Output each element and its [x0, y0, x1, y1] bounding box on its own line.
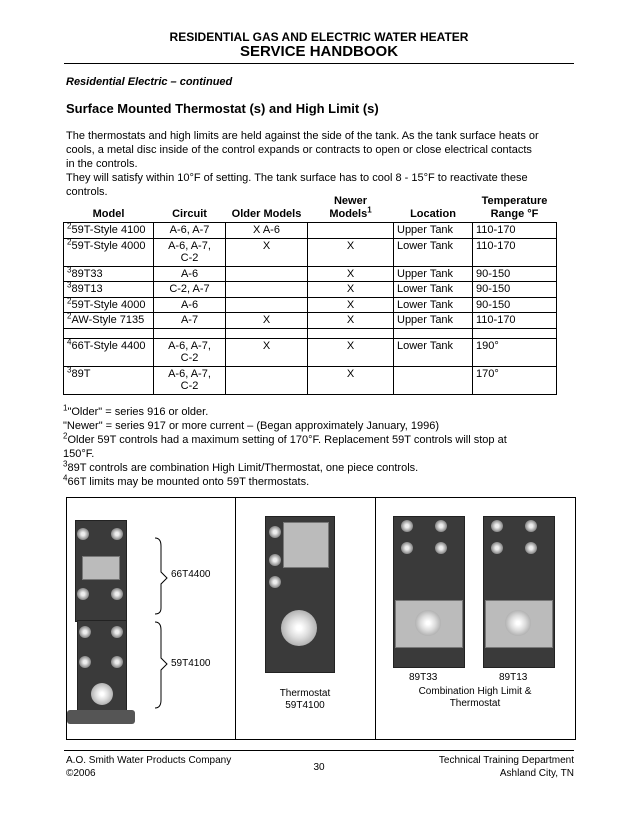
cell-location: Lower Tank — [394, 297, 473, 313]
cell-circuit: A-6 — [154, 266, 226, 282]
col-newer: Newer Models$^1$ — [329, 195, 372, 220]
cell-circuit: A-6, A-7, C-2 — [154, 338, 226, 366]
label-66t4400: 66T4400 — [171, 569, 211, 580]
handbook-title: SERVICE HANDBOOK — [239, 43, 399, 60]
cell-model: $^2$59T-Style 4000 — [64, 238, 154, 266]
para-line: cools, a metal disc inside of the control expands or contracts to open or close electrical contacts — [66, 144, 532, 156]
label-plate — [82, 556, 120, 580]
cell-circuit: A-6, A-7, C-2 — [154, 238, 226, 266]
cell-circuit: A-7 — [154, 313, 226, 329]
col-older: Older Models — [231, 207, 302, 220]
footnote: $^1$"Older" = series 916 or older. — [63, 403, 209, 418]
cell-model: $^3$89T13 — [64, 282, 154, 298]
cell-circuit: A-6, A-7 — [154, 223, 226, 239]
footnote: $^2$Older 59T controls had a maximum setting of 170°F. Replacement 59T controls will stop at — [63, 431, 507, 446]
cell-older — [226, 366, 308, 394]
screw-terminal — [525, 542, 537, 554]
cell-temp: 110-170 — [473, 238, 557, 266]
photo-89t-controls — [375, 498, 575, 739]
cell-older: X — [226, 313, 308, 329]
temperature-dial — [91, 683, 113, 705]
cell-location: Upper Tank — [394, 313, 473, 329]
col-circuit: Circuit — [172, 207, 207, 220]
cell-temp: 90-150 — [473, 266, 557, 282]
cell-location: Lower Tank — [394, 338, 473, 366]
col-location: Location — [410, 207, 456, 220]
screw-terminal — [79, 656, 91, 668]
cell-temp: 90-150 — [473, 297, 557, 313]
footnote: 150°F. — [63, 448, 95, 460]
cell-newer: X — [308, 366, 394, 394]
caption-combination: Combination High Limit & Thermostat — [418, 686, 532, 709]
para-line: in the controls. — [66, 158, 138, 170]
table-row — [64, 282, 557, 298]
footer-rule — [64, 750, 574, 751]
footer-right: Technical Training Department Ashland City, TN — [438, 755, 574, 779]
cell-newer: X — [308, 266, 394, 282]
cell-model: $^3$89T — [64, 366, 154, 394]
label-89t13: 89T13 — [499, 672, 528, 683]
cell-location: Upper Tank — [394, 223, 473, 239]
cell-circuit: A-6 — [154, 297, 226, 313]
screw-terminal — [401, 542, 413, 554]
footnotes — [63, 405, 583, 489]
cell-location — [394, 366, 473, 394]
para-line: controls. — [66, 186, 108, 198]
footnote: $^3$89T controls are combination High Limit/Thermostat, one piece controls. — [63, 459, 419, 474]
screw-terminal — [269, 526, 281, 538]
photo-59t-66t — [67, 498, 236, 739]
table-row — [64, 313, 557, 329]
para-line: They will satisfy within 10°F of setting. The tank surface has to cool 8 - 15°F to reactivate these — [66, 172, 528, 184]
photo-thermostat-59t4100 — [235, 498, 376, 739]
cell-location: Upper Tank — [394, 266, 473, 282]
caption-thermostat: Thermostat 59T4100 — [279, 688, 331, 711]
cell-older — [226, 266, 308, 282]
footnote: "Newer" = series 917 or more current – (Began approximately January, 1996) — [63, 420, 439, 432]
screw-terminal — [525, 520, 537, 532]
screw-terminal — [111, 588, 123, 600]
header-title: RESIDENTIAL GAS AND ELECTRIC WATER HEATER — [169, 30, 469, 44]
cell-circuit: C-2, A-7 — [154, 282, 226, 298]
cell-newer: X — [308, 282, 394, 298]
screw-terminal — [269, 576, 281, 588]
screw-terminal — [79, 626, 91, 638]
section-label: Residential Electric – continued — [66, 76, 233, 88]
screw-terminal — [77, 588, 89, 600]
cell-older: X — [226, 338, 308, 366]
cell-newer: X — [308, 238, 394, 266]
col-temp: Temperature Range °F — [481, 195, 548, 220]
screw-terminal — [269, 554, 281, 566]
cell-older — [226, 297, 308, 313]
screw-terminal — [435, 520, 447, 532]
screw-terminal — [111, 528, 123, 540]
cell-temp: 90-150 — [473, 282, 557, 298]
cell-newer: X — [308, 338, 394, 366]
cell-older — [226, 282, 308, 298]
screw-terminal — [401, 520, 413, 532]
cell-temp: 110-170 — [473, 223, 557, 239]
table-header-row — [64, 194, 557, 223]
col-model: Model — [92, 207, 125, 220]
table-row — [64, 238, 557, 266]
cell-newer: X — [308, 313, 394, 329]
temperature-dial — [505, 610, 531, 636]
screw-terminal — [111, 656, 123, 668]
intro-paragraph — [66, 129, 566, 199]
bracket-icons — [151, 536, 171, 710]
label-plate — [283, 522, 329, 568]
table-gap — [64, 328, 557, 338]
table-row — [64, 266, 557, 282]
table-row — [64, 338, 557, 366]
table-row — [64, 297, 557, 313]
cell-model: $^2$AW-Style 7135 — [64, 313, 154, 329]
cell-temp: 110-170 — [473, 313, 557, 329]
photo-panel — [66, 497, 576, 740]
para-line: The thermostats and high limits are held against the side of the tank. As the tank surface heats or — [66, 130, 539, 142]
cell-newer — [308, 223, 394, 239]
screw-terminal — [491, 520, 503, 532]
header-rule — [64, 63, 574, 64]
table-row — [64, 223, 557, 239]
screw-terminal — [111, 626, 123, 638]
table-row — [64, 366, 557, 394]
mounting-bracket — [67, 710, 135, 724]
label-89t33: 89T33 — [409, 672, 438, 683]
cell-model: $^2$59T-Style 4100 — [64, 223, 154, 239]
cell-newer: X — [308, 297, 394, 313]
cell-older: X — [226, 238, 308, 266]
page-number: 30 — [313, 762, 325, 773]
screw-terminal — [491, 542, 503, 554]
cell-temp: 190° — [473, 338, 557, 366]
label-59t4100: 59T4100 — [171, 658, 211, 669]
cell-location: Lower Tank — [394, 282, 473, 298]
screw-terminal — [435, 542, 447, 554]
cell-temp: 170° — [473, 366, 557, 394]
footnote: $^4$66T limits may be mounted onto 59T thermostats. — [63, 473, 310, 488]
subsection-title: Surface Mounted Thermostat (s) and High Limit (s) — [66, 101, 379, 116]
cell-model: $^4$66T-Style 4400 — [64, 338, 154, 366]
cell-older: X A-6 — [226, 223, 308, 239]
screw-terminal — [77, 528, 89, 540]
cell-circuit: A-6, A-7, C-2 — [154, 366, 226, 394]
cell-location: Lower Tank — [394, 238, 473, 266]
cell-model: $^3$89T33 — [64, 266, 154, 282]
cell-model: $^2$59T-Style 4000 — [64, 297, 154, 313]
thermostat-table — [63, 194, 557, 395]
temperature-dial — [281, 610, 317, 646]
temperature-dial — [415, 610, 441, 636]
footer-left: A.O. Smith Water Products Company ©2006 — [66, 755, 232, 779]
